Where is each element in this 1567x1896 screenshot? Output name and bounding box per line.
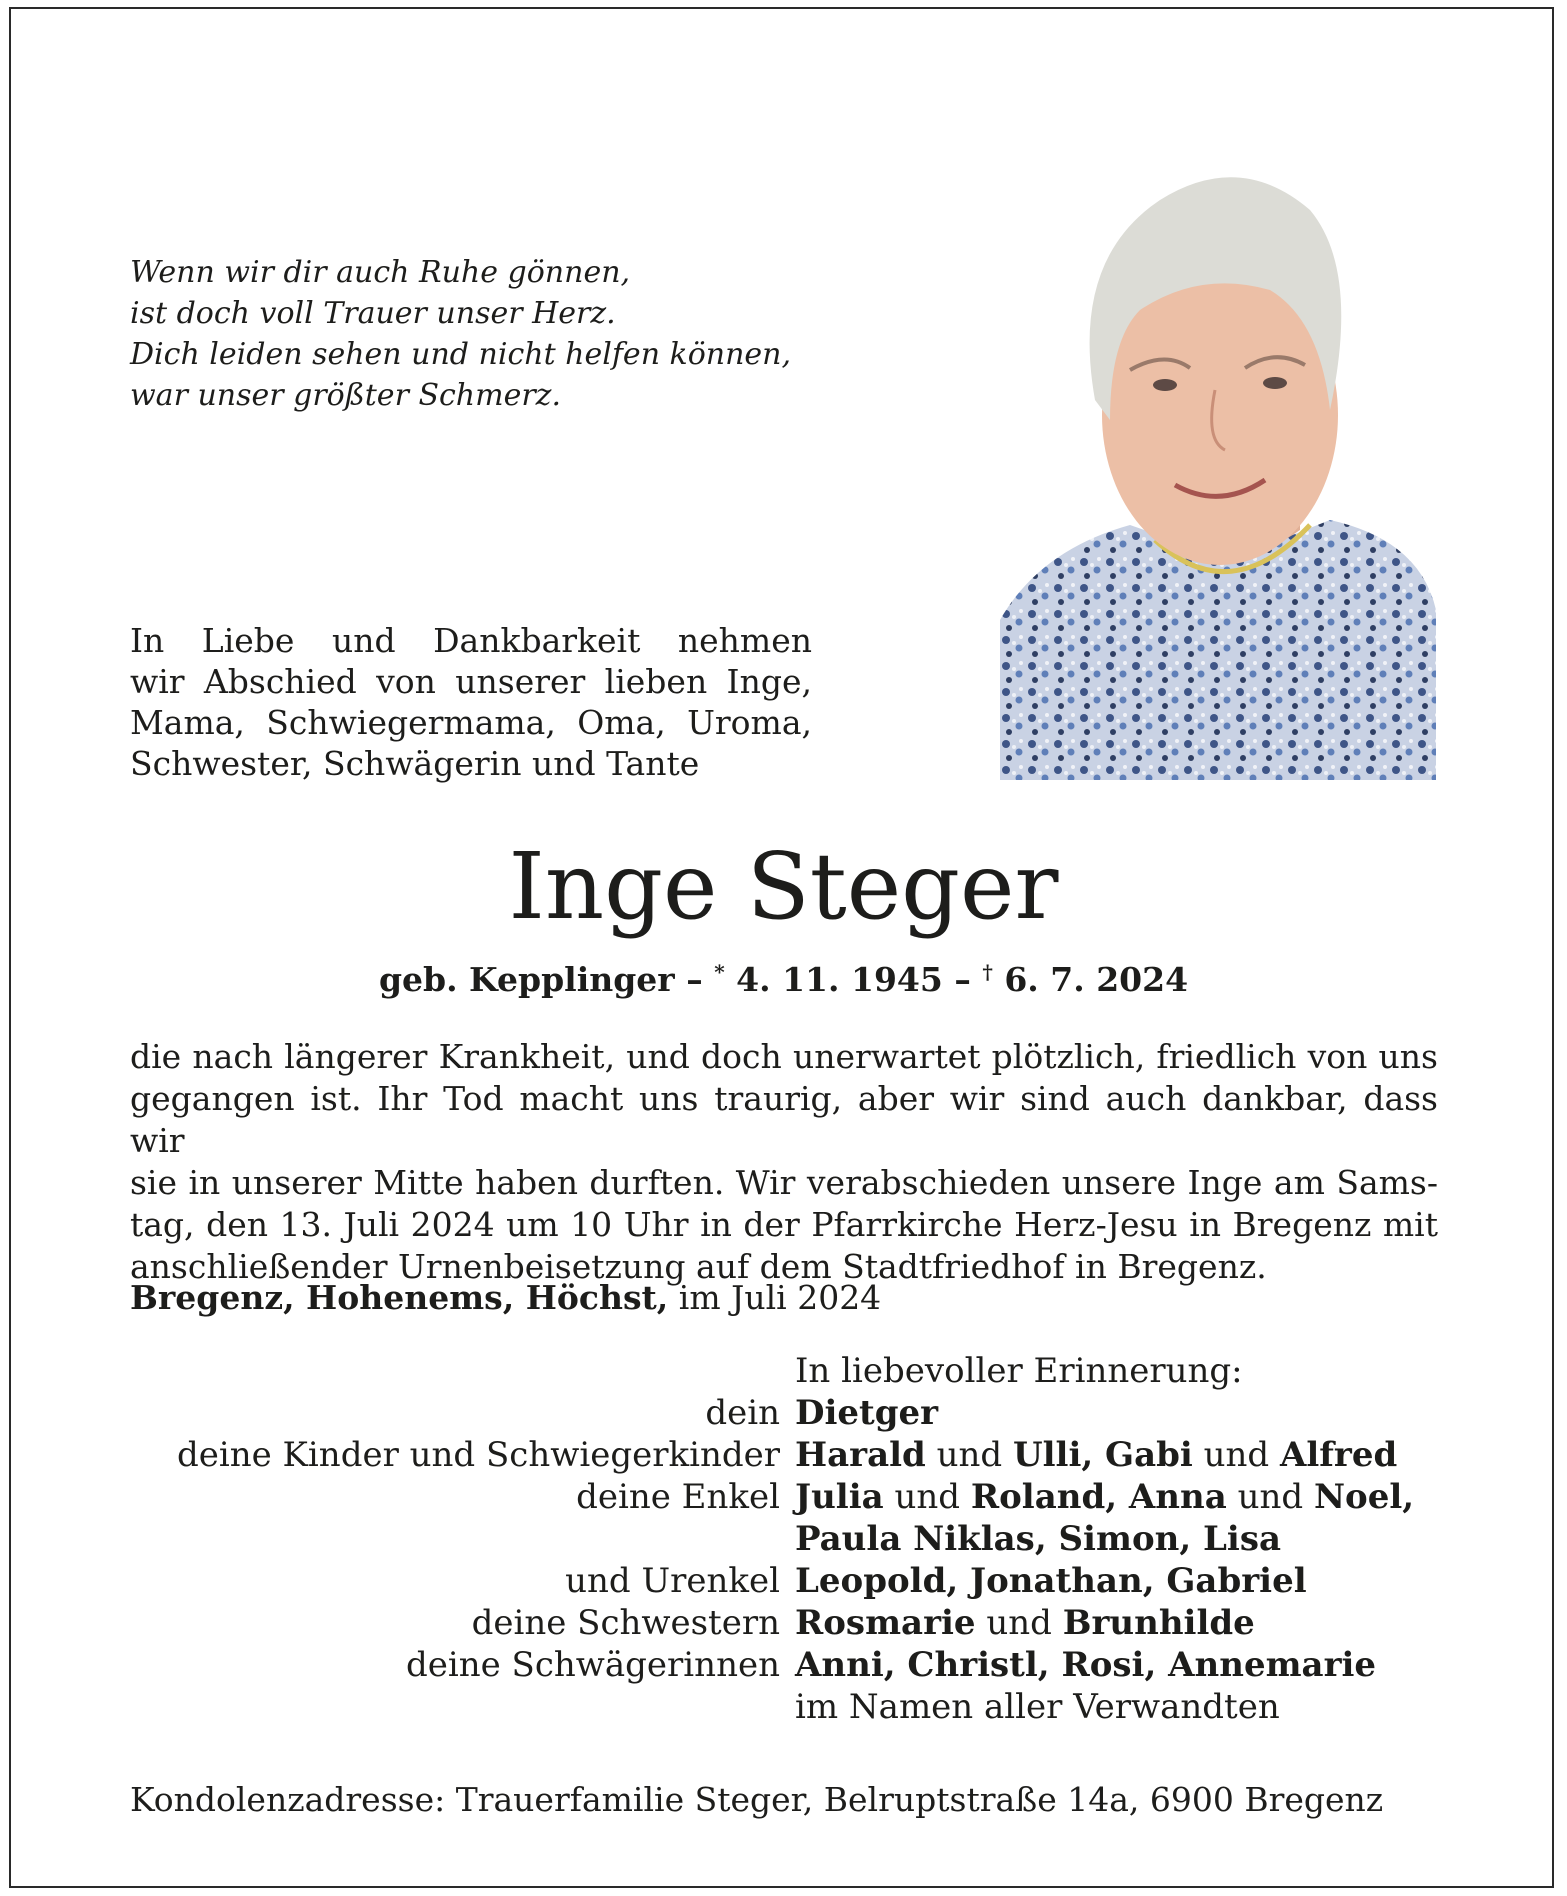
mourner-relation: deine Enkel [576, 1477, 780, 1517]
intro-line: Mama, Schwiegermama, Oma, Uroma, [130, 703, 812, 742]
poem [130, 252, 791, 416]
mourner-name: Harald [795, 1435, 926, 1475]
intro-line: Schwester, Schwägerin und Tante [130, 744, 700, 783]
mourner-names [795, 1560, 1438, 1602]
mourner-relation: deine Kinder und Schwiegerkinder [176, 1435, 780, 1475]
intro-line: wir Abschied von unserer lieben Inge, [130, 662, 812, 701]
dash: – [954, 960, 971, 999]
intro-line: In Liebe und Dankbarkeit nehmen [130, 621, 812, 660]
mourner-name: Julia [795, 1477, 884, 1517]
birth-date: 4. 11. 1945 [736, 960, 943, 999]
mourner-name: Ulli, Gabi [1012, 1435, 1193, 1475]
mourner-relation: und Urenkel [565, 1561, 780, 1601]
birth-name: geb. Kepplinger [378, 960, 675, 999]
mourner-relation [130, 1518, 795, 1560]
mourner-row [130, 1644, 1438, 1686]
death-symbol: † [982, 960, 993, 984]
notice-body [130, 1036, 1438, 1288]
mourner-relation [130, 1686, 795, 1728]
mourner-names [795, 1392, 1438, 1434]
mourner-name: Leopold, Jonathan, Gabriel [795, 1561, 1307, 1601]
death-date: 6. 7. 2024 [1004, 960, 1189, 999]
mourner-names [795, 1644, 1438, 1686]
dash: – [686, 960, 703, 999]
mourner-relation: dein [705, 1393, 780, 1433]
mourner-name: Roland, Anna [970, 1477, 1227, 1517]
connector-text: im Namen aller Verwandten [795, 1687, 1280, 1727]
mourner-row [130, 1560, 1438, 1602]
connector-text: und [1192, 1435, 1280, 1475]
birth-death-line [0, 960, 1567, 999]
mourner-names [795, 1602, 1438, 1644]
intro-text [130, 620, 812, 784]
mourner-names [795, 1434, 1438, 1476]
mourner-name: Anni, Christl, Rosi, Annemarie [795, 1645, 1377, 1685]
mourner-name: Brunhilde [1062, 1603, 1255, 1643]
deceased-name: Inge Steger [508, 833, 1059, 940]
connector-text: und [1226, 1477, 1314, 1517]
place-date [130, 1278, 881, 1317]
body-line: anschließender Urnenbeisetzung auf dem Stadtfriedhof in Bregenz. [130, 1247, 1267, 1286]
body-line: die nach längerer Krankheit, und doch unerwartet plötzlich, friedlich von uns [130, 1037, 1438, 1076]
mourners-header: In liebevoller Erinnerung: [795, 1351, 1243, 1391]
connector-text: und [883, 1477, 971, 1517]
mourner-relation: deine Schwestern [471, 1603, 780, 1643]
portrait-photo [1000, 140, 1436, 780]
birth-symbol: * [714, 960, 725, 984]
mourner-relation: deine Schwägerinnen [405, 1645, 780, 1685]
mourners-list [130, 1350, 1438, 1728]
mourner-row [130, 1476, 1438, 1518]
poem-line: Wenn wir dir auch Ruhe gönnen, [130, 255, 631, 290]
mourner-name: Alfred [1280, 1435, 1398, 1475]
body-line: tag, den 13. Juli 2024 um 10 Uhr in der Pfarrkirche Herz-Jesu in Bregenz mit [130, 1205, 1438, 1244]
mourner-row [130, 1434, 1438, 1476]
mourner-names [795, 1686, 1438, 1728]
poem-line: ist doch voll Trauer unser Herz. [130, 296, 616, 331]
mourner-names [795, 1476, 1438, 1518]
mourner-name: Rosmarie [795, 1603, 976, 1643]
mourner-name: Paula Niklas, Simon, Lisa [795, 1519, 1282, 1559]
mourner-row [130, 1392, 1438, 1434]
condolence-address: Kondolenzadresse: Trauerfamilie Steger, Belruptstraße 14a, 6900 Bregenz [130, 1780, 1384, 1819]
mourner-row [130, 1518, 1438, 1560]
mourner-names [795, 1518, 1438, 1560]
mourner-row [130, 1686, 1438, 1728]
connector-text: und [975, 1603, 1063, 1643]
date: im Juli 2024 [678, 1278, 882, 1317]
poem-line: Dich leiden sehen und nicht helfen können, [130, 337, 792, 372]
poem-line: war unser größter Schmerz. [130, 378, 562, 413]
mourner-name: Dietger [795, 1393, 939, 1433]
connector-text: und [925, 1435, 1013, 1475]
mourner-name: Noel, [1313, 1477, 1415, 1517]
places: Bregenz, Hohenems, Höchst, [130, 1278, 669, 1317]
body-line: sie in unserer Mitte haben durften. Wir verabschieden unsere Inge am Sams- [130, 1163, 1438, 1202]
mourner-row [130, 1602, 1438, 1644]
body-line: gegangen ist. Ihr Tod macht uns traurig, aber wir sind auch dankbar, dass wir [130, 1079, 1438, 1160]
